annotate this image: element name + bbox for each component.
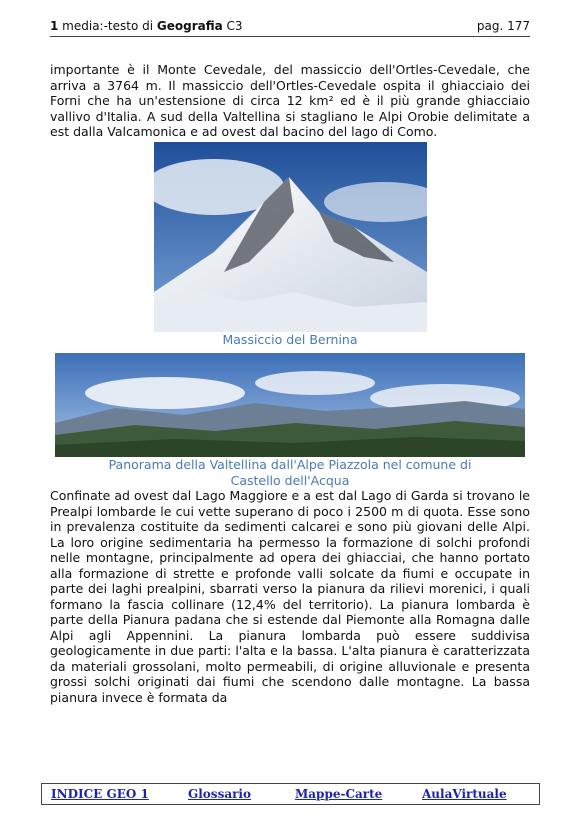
footer-link-aula-virtuale[interactable]: AulaVirtuale bbox=[422, 787, 507, 801]
caption-panorama-line-2: Castello dell'Acqua bbox=[230, 472, 350, 488]
header-subject: Geografia bbox=[156, 19, 223, 33]
figure-panorama bbox=[50, 353, 530, 488]
page-number: pag. 177 bbox=[476, 19, 530, 33]
figure-bernina bbox=[50, 142, 530, 348]
page-content bbox=[50, 62, 530, 705]
header-volume-number: 1 bbox=[50, 19, 59, 33]
header-text: media:-testo di bbox=[58, 19, 157, 33]
footer-link-glossario[interactable]: Glossario bbox=[188, 787, 251, 801]
footer-nav bbox=[41, 783, 540, 805]
footer-link-mappe-carte[interactable]: Mappe-Carte bbox=[295, 787, 383, 801]
valtellina-panorama-image bbox=[55, 353, 525, 457]
paragraph-1: importante è il Monte Cevedale, del massiccio dell'Ortles-Cevedale, che arriva a 3764 m. Il massiccio dell'Ortles-Cevedale ospita il ghiacciaio dei Forni che ha un'estensione di circa 12 km² ed è il più grande ghiacciaio vallivo d'Italia. A sud della Valtellina si stagliano le Alpi Orobie delimitate a est dalla Valcamonica e ad ovest dal bacino del lago di Como. bbox=[50, 62, 530, 139]
footer-link-indice-geo[interactable]: INDICE GEO 1 bbox=[51, 787, 149, 801]
caption-bernina: Massiccio del Bernina bbox=[222, 331, 358, 347]
header-title bbox=[50, 18, 243, 34]
caption-panorama-line-1: Panorama della Valtellina dall'Alpe Piazzola nel comune di bbox=[108, 457, 472, 472]
paragraph-2: Confinate ad ovest dal Lago Maggiore e a est dal Lago di Garda si trovano le Prealpi lombarde le cui vette superano di poco i 2500 m di quota. Esse sono in prevalenza costituite da sedimenti calcarei e sono più giovani delle Alpi. La loro origine sedimentaria ha permesso la formazione di solchi profondi nelle montagne, principalmente ad opera dei ghiacciai, che hanno portato alla formazione di strette e profonde valli solcate da fiumi e occupate in parte dei laghi prealpini, sbarrati verso la pianura da rilievi morenici, i quali formano la fascia collinare (12,4% del territorio). La pianura lombarda è parte della Pianura padana che si estende dal Piemonte alla Romagna dalle Alpi agli Appennini. La pianura lombarda può essere suddivisa geologicamente in due parti: l'alta e la bassa. L'alta pianura è caratterizzata da materiali grossolani, molto permeabili, di origine alluvionale e presenta grossi solchi originati dai fiumi che scendono dalle montagne. La bassa pianura invece è formata da bbox=[50, 488, 530, 705]
page-header bbox=[50, 18, 530, 37]
bernina-mountain-image bbox=[154, 142, 427, 332]
header-class: C3 bbox=[222, 19, 243, 33]
